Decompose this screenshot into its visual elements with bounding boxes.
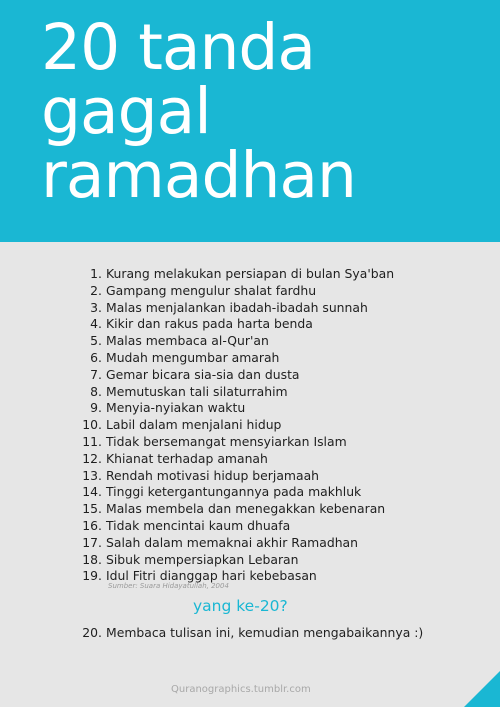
- list-item-number: 4.: [90, 316, 102, 332]
- list-item-number: 2.: [90, 282, 102, 298]
- list-item: [82, 417, 492, 434]
- list-item-text: Malas membela dan menegakkan kebenaran: [106, 501, 386, 517]
- title-line-2: gagal: [41, 75, 211, 148]
- list-item-text: Tinggi ketergantungannya pada makhluk: [106, 484, 362, 500]
- corner-triangle-decoration: [464, 671, 500, 707]
- list-item-text: Idul Fitri dianggap hari kebebasan: [106, 568, 317, 584]
- list-item-text: Rendah motivasi hidup berjamaah: [106, 467, 320, 483]
- final-item-number: 20.: [82, 625, 102, 640]
- final-list-item: [82, 625, 423, 640]
- list-item-number: 3.: [90, 299, 102, 315]
- source-citation: Sumber: Suara Hidayatullah, 2004: [108, 582, 229, 590]
- list-item-number: 8.: [90, 383, 102, 399]
- list-item-text: Mudah mengumbar amarah: [106, 349, 280, 365]
- list-item: [82, 552, 492, 569]
- title-line-3: ramadhan: [41, 139, 356, 212]
- list-item-number: 9.: [90, 400, 102, 416]
- list-item-number: 17.: [82, 534, 102, 550]
- list-item-number: 12.: [82, 450, 102, 466]
- list-item-text: Kurang melakukan persiapan di bulan Sya'ban: [106, 266, 395, 281]
- page-title: [41, 11, 356, 212]
- list-item: [82, 300, 492, 317]
- list-item: [82, 400, 492, 417]
- list-item-text: Malas membaca al-Qur'an: [106, 333, 269, 349]
- list-item-number: 10.: [82, 417, 102, 433]
- list-item: [82, 384, 492, 401]
- list-item: [82, 451, 492, 468]
- list-item-text: Memutuskan tali silaturrahim: [106, 383, 288, 399]
- list-item: [82, 468, 492, 485]
- list-item: [82, 434, 492, 451]
- list-item: [82, 316, 492, 333]
- list-item-text: Salah dalam memaknai akhir Ramadhan: [106, 534, 358, 550]
- list-item-text: Khianat terhadap amanah: [106, 450, 268, 466]
- list-item-text: Tidak bersemangat mensyiarkan Islam: [106, 433, 347, 449]
- list-item: [82, 518, 492, 535]
- list-item-number: 13.: [82, 467, 102, 483]
- signs-list: [82, 266, 492, 585]
- list-item-text: Gampang mengulur shalat fardhu: [106, 282, 317, 298]
- title-banner: [0, 0, 500, 242]
- list-item-number: 6.: [90, 349, 102, 365]
- list-item-number: 18.: [82, 551, 102, 567]
- list-item-number: 1.: [90, 266, 102, 281]
- list-item: [82, 535, 492, 552]
- subheading: yang ke-20?: [193, 597, 288, 615]
- list-item: [82, 367, 492, 384]
- list-item: [82, 283, 492, 300]
- list-item-text: Tidak mencintai kaum dhuafa: [106, 517, 291, 533]
- footer-credit: Quranographics.tumblr.com: [171, 684, 311, 695]
- list-item-text: Menyia-nyiakan waktu: [106, 400, 246, 416]
- list-item: [82, 501, 492, 518]
- list-item-number: 11.: [82, 433, 102, 449]
- list-item-text: Kikir dan rakus pada harta benda: [106, 316, 313, 332]
- list-item: [82, 266, 492, 283]
- list-item-text: Sibuk mempersiapkan Lebaran: [106, 551, 299, 567]
- list-item: [82, 350, 492, 367]
- final-item-text: Membaca tulisan ini, kemudian mengabaikannya :): [106, 625, 424, 640]
- list-item-text: Malas menjalankan ibadah-ibadah sunnah: [106, 299, 368, 315]
- list-item-number: 19.: [82, 568, 102, 584]
- list-item: [82, 484, 492, 501]
- list-item-text: Gemar bicara sia-sia dan dusta: [106, 366, 300, 382]
- list-item: [82, 333, 492, 350]
- list-item-number: 7.: [90, 366, 102, 382]
- list-item-number: 15.: [82, 501, 102, 517]
- title-line-1: 20 tanda: [41, 11, 316, 84]
- list-item-number: 5.: [90, 333, 102, 349]
- list-item-text: Labil dalam menjalani hidup: [106, 417, 282, 433]
- list-item-number: 14.: [82, 484, 102, 500]
- list-item-number: 16.: [82, 517, 102, 533]
